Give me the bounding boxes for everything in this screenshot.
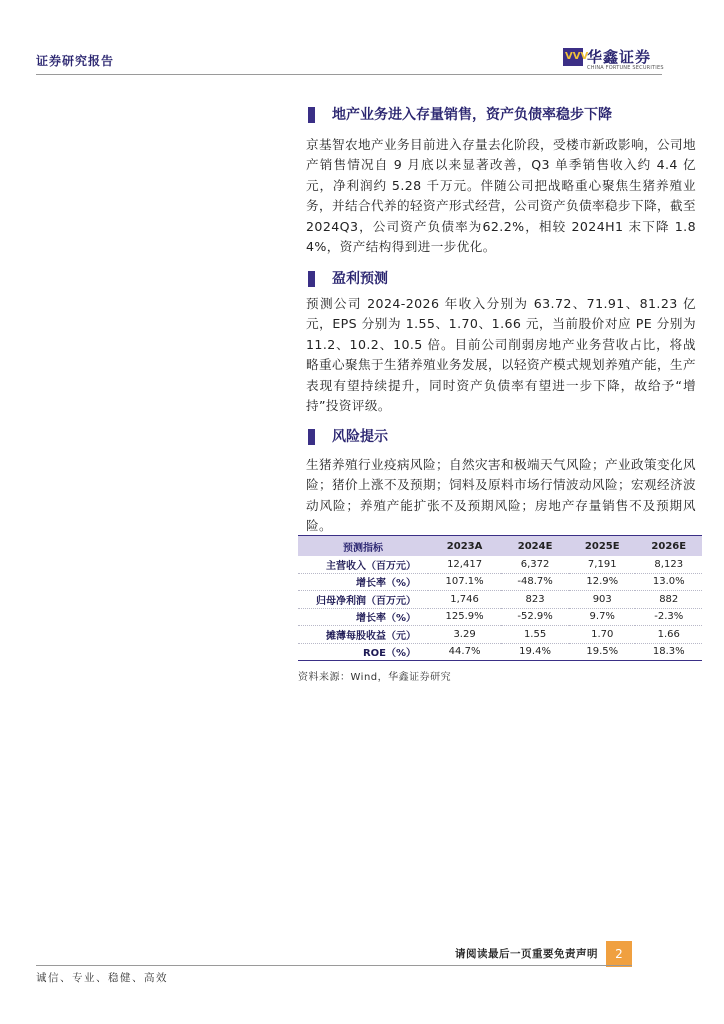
table-header-cell: 2023A bbox=[428, 536, 501, 557]
section-title: 风险提示 bbox=[332, 429, 388, 445]
section-body-real-estate: 京基智农地产业务目前进入存量去化阶段，受楼市新政影响，公司地产销售情况自 9 月底以来显著改善，Q3 单季销售收入约 4.4 亿元，净利润约 5.28 千万元。伴随公司把战略重心聚焦生猪养殖业务，并结合代养的轻资产形式经营，公司资产负债率稳步下降，截至 2024Q3，公司资产负债率为62.2%，相较 2024H1 末下降 1.84%，资产结构得到进一步优化。 bbox=[306, 137, 696, 255]
table-cell: 12.9% bbox=[569, 573, 635, 591]
table-row bbox=[298, 626, 702, 644]
footer-divider bbox=[36, 965, 632, 966]
company-logo bbox=[563, 46, 663, 72]
table-cell: 125.9% bbox=[428, 608, 501, 626]
table-cell: 107.1% bbox=[428, 573, 501, 591]
row-label: ROE（%） bbox=[298, 643, 428, 661]
page-number: 2 bbox=[606, 941, 632, 967]
table-cell: 19.5% bbox=[569, 643, 635, 661]
table-cell: -48.7% bbox=[501, 573, 569, 591]
table-row bbox=[298, 573, 702, 591]
table-row bbox=[298, 556, 702, 573]
logo-mark-icon: VVV bbox=[563, 48, 583, 66]
row-label: 主营收入（百万元） bbox=[298, 556, 428, 573]
table-cell: 882 bbox=[635, 591, 702, 609]
table-cell: 8,123 bbox=[635, 556, 702, 573]
table-cell: 1.70 bbox=[569, 626, 635, 644]
table-source-note: 资料来源：Wind，华鑫证券研究 bbox=[298, 672, 452, 683]
section-bar-icon bbox=[308, 429, 315, 445]
table-header-cell: 2024E bbox=[501, 536, 569, 557]
table-header-cell: 2025E bbox=[569, 536, 635, 557]
table-row bbox=[298, 643, 702, 661]
table-cell: 3.29 bbox=[428, 626, 501, 644]
table-cell: 9.7% bbox=[569, 608, 635, 626]
row-label: 增长率（%） bbox=[298, 608, 428, 626]
table-cell: 44.7% bbox=[428, 643, 501, 661]
table-row bbox=[298, 591, 702, 609]
table-cell: 7,191 bbox=[569, 556, 635, 573]
table-cell: 1,746 bbox=[428, 591, 501, 609]
header-divider bbox=[36, 74, 662, 75]
table-header-cell: 预测指标 bbox=[298, 536, 428, 557]
section-body-earnings-forecast: 预测公司 2024-2026 年收入分别为 63.72、71.91、81.23 亿元，EPS 分别为 1.55、1.70、1.66 元，当前股价对应 PE 分别为 11.2、10.2、10.5 倍。目前公司削弱房地产业务营收占比，将战略重心聚焦于生猪养殖业务发展，以轻资产模式规划养殖产能，生产表现有望持续提升，同时资产负债率有望进一步下降，故给予“增持”投资评级。 bbox=[306, 296, 696, 414]
section-title: 盈利预测 bbox=[332, 271, 388, 287]
document-type-label: 证券研究报告 bbox=[36, 54, 115, 68]
table-cell: -2.3% bbox=[635, 608, 702, 626]
table-cell: 1.55 bbox=[501, 626, 569, 644]
table-cell: 12,417 bbox=[428, 556, 501, 573]
table-row bbox=[298, 608, 702, 626]
row-label: 归母净利润（百万元） bbox=[298, 591, 428, 609]
table-cell: 1.66 bbox=[635, 626, 702, 644]
table-cell: 13.0% bbox=[635, 573, 702, 591]
table-cell: 903 bbox=[569, 591, 635, 609]
section-bar-icon bbox=[308, 107, 315, 123]
section-bar-icon bbox=[308, 271, 315, 287]
table-cell: 823 bbox=[501, 591, 569, 609]
row-label: 摊薄每股收益（元） bbox=[298, 626, 428, 644]
table-cell: -52.9% bbox=[501, 608, 569, 626]
section-body-risk: 生猪养殖行业疫病风险；自然灾害和极端天气风险；产业政策变化风险；猪价上涨不及预期；饲料及原料市场行情波动风险；宏观经济波动风险；养殖产能扩张不及预期风险；房地产存量销售不及预期风险。 bbox=[306, 457, 696, 534]
forecast-table bbox=[298, 535, 702, 661]
table-header-cell: 2026E bbox=[635, 536, 702, 557]
logo-english-name: CHINA FORTUNE SECURITIES bbox=[587, 65, 664, 71]
table-cell: 6,372 bbox=[501, 556, 569, 573]
company-motto: 诚信、专业、稳健、高效 bbox=[36, 972, 168, 984]
section-title: 地产业务进入存量销售，资产负债率稳步下降 bbox=[332, 107, 612, 123]
disclaimer-link[interactable]: 请阅读最后一页重要免责声明 bbox=[455, 948, 598, 960]
logo-name: 华鑫证券 bbox=[587, 48, 652, 66]
table-cell: 19.4% bbox=[501, 643, 569, 661]
row-label: 增长率（%） bbox=[298, 573, 428, 591]
table-cell: 18.3% bbox=[635, 643, 702, 661]
table-header-row bbox=[298, 536, 702, 557]
